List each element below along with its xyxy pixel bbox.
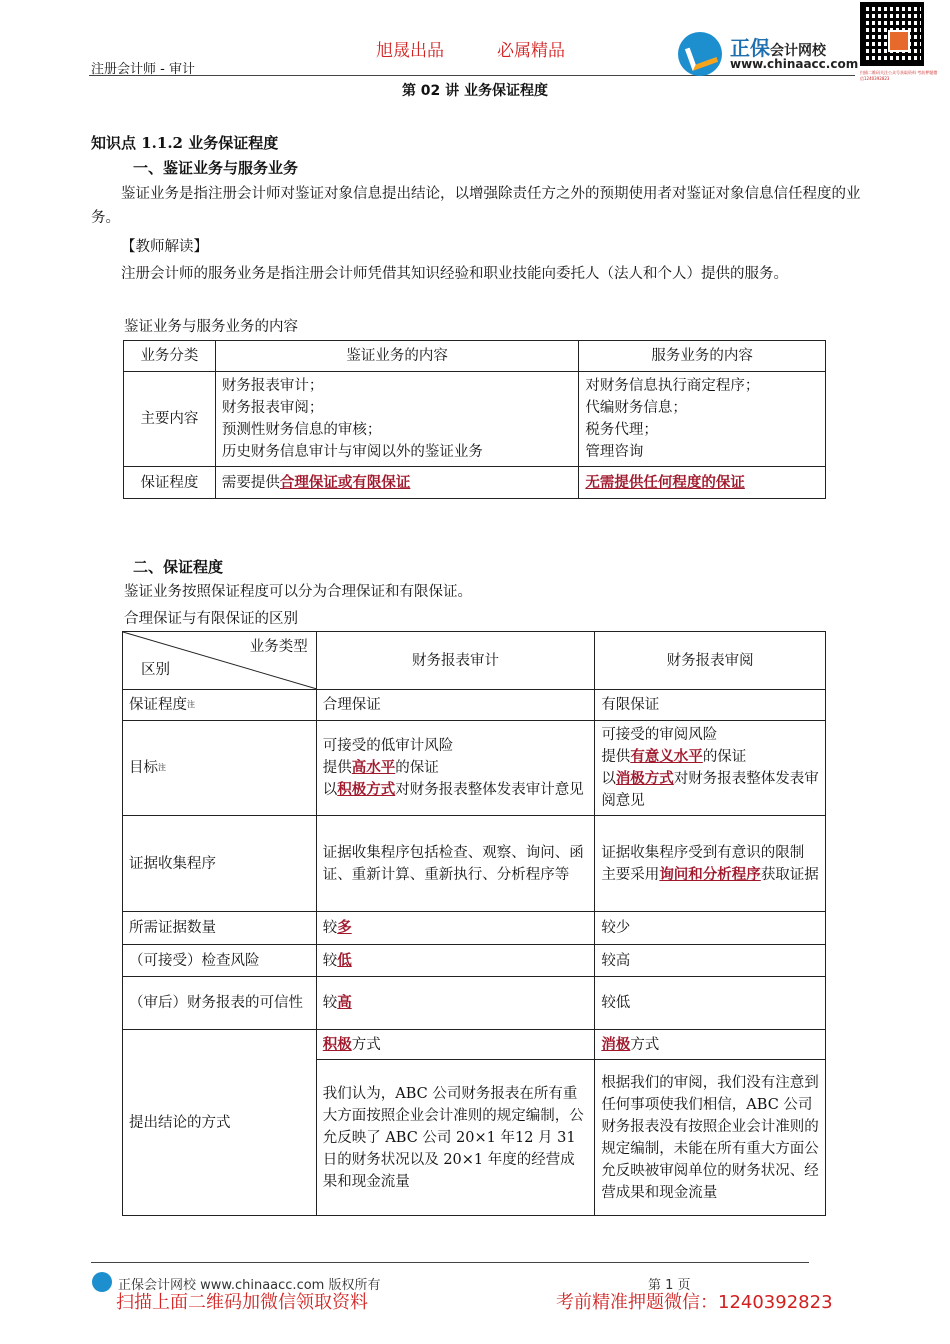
row-risk-audit: 较低 bbox=[316, 945, 595, 977]
promo-right: 考前精准押题微信：1240392823 bbox=[556, 1292, 833, 1313]
table1-caption: 鉴证业务与服务业务的内容 bbox=[124, 319, 298, 335]
row-quantity-label: 所需证据数量 bbox=[123, 912, 317, 945]
table2-header-review: 财务报表审阅 bbox=[595, 632, 826, 690]
footer-copyright: 正保会计网校 www.chinaacc.com 版权所有 bbox=[118, 1278, 381, 1293]
course-title: 注册会计师 - 审计 bbox=[91, 62, 195, 77]
table1-row-main-label: 主要内容 bbox=[124, 372, 216, 467]
brand-url: www.chinaacc.com bbox=[730, 57, 859, 71]
table2-caption: 合理保证与有限保证的区别 bbox=[124, 611, 298, 627]
row-goal-review: 可接受的审阅风险 提供有意义水平的保证 以消极方式对财务报表整体发表审阅意见 bbox=[595, 721, 826, 816]
assurance-comparison-table bbox=[122, 631, 826, 1216]
table1-level-service: 无需提供任何程度的保证 bbox=[579, 467, 826, 499]
table1-row-level-label: 保证程度 bbox=[124, 467, 216, 499]
row-level-review: 有限保证 bbox=[595, 690, 826, 721]
section1-para2: 注册会计师的服务业务是指注册会计师凭借其知识经验和职业技能向委托人（法人和个人）提供的服务。 bbox=[121, 266, 788, 282]
table1-header-service: 服务业务的内容 bbox=[579, 341, 826, 372]
row-conclusion-label: 提出结论的方式 bbox=[123, 1030, 317, 1216]
section1-heading: 一、鉴证业务与服务业务 bbox=[133, 159, 299, 177]
service-comparison-table bbox=[123, 340, 826, 499]
row-risk-review: 较高 bbox=[595, 945, 826, 977]
promo-left: 扫描上面二维码加微信领取资料 bbox=[116, 1292, 368, 1313]
section2-para1: 鉴证业务按照保证程度可以分为合理保证和有限保证。 bbox=[124, 584, 472, 600]
table1-level-assurance: 需要提供合理保证或有限保证 bbox=[215, 467, 578, 499]
row-conclusion-review-mode: 消极方式 bbox=[595, 1030, 826, 1060]
table1-main-assurance: 财务报表审计； 财务报表审阅； 预测性财务信息的审核； 历史财务信息审计与审阅以外的鉴证业务 bbox=[215, 372, 578, 467]
row-evidence-label: 证据收集程序 bbox=[123, 816, 317, 912]
slogan-left: 旭晟出品 bbox=[376, 41, 444, 61]
section2-heading: 二、保证程度 bbox=[133, 558, 224, 576]
table1-header-category: 业务分类 bbox=[124, 341, 216, 372]
row-quantity-review: 较少 bbox=[595, 912, 826, 945]
row-reliability-label: （审后）财务报表的可信性 bbox=[123, 977, 317, 1030]
row-goal-label: 目标$^注$ bbox=[123, 721, 317, 816]
row-evidence-audit: 证据收集程序包括检查、观察、询问、函证、重新计算、重新执行、分析程序等 bbox=[316, 816, 595, 912]
corner-label-diff: 区别 bbox=[141, 662, 170, 678]
knowledge-point-title: 知识点 1.1.2 业务保证程度 bbox=[91, 134, 279, 152]
row-level-label: 保证程度$^注$ bbox=[123, 690, 317, 721]
table1-header-assurance: 鉴证业务的内容 bbox=[215, 341, 578, 372]
section1-para1: 鉴证业务是指注册会计师对鉴证对象信息提出结论，以增强除责任方之外的预期使用者对鉴证对象信息信任程度的业务。 bbox=[91, 186, 861, 226]
footer-logo-icon bbox=[92, 1272, 112, 1292]
qr-note: 扫描二维码关注公众号获取资料 考前押题微信1240392823 bbox=[860, 70, 938, 81]
lecture-title: 第 02 讲 业务保证程度 bbox=[401, 83, 549, 99]
row-quantity-audit: 较多 bbox=[316, 912, 595, 945]
teacher-note-label: 【教师解读】 bbox=[121, 239, 208, 255]
row-conclusion-audit-mode: 积极方式 bbox=[316, 1030, 595, 1060]
brand-logo[interactable] bbox=[678, 30, 858, 78]
brand-logo-icon bbox=[678, 32, 722, 76]
footer-divider bbox=[91, 1262, 809, 1263]
row-level-audit: 合理保证 bbox=[316, 690, 595, 721]
corner-label-type: 业务类型 bbox=[249, 639, 308, 655]
row-conclusion-audit-text: 我们认为，ABC 公司财务报表在所有重大方面按照企业会计准则的规定编制，公允反映了 ABC 公司 20×1 年12 月 31 日的财务状况以及 20×1 年度的经营成果和现金流量 bbox=[316, 1060, 595, 1216]
row-evidence-review: 证据收集程序受到有意识的限制 主要采用询问和分析程序获取证据 bbox=[595, 816, 826, 912]
qr-badge-icon bbox=[888, 30, 910, 52]
brand-name: 正保会计网校 bbox=[730, 36, 826, 60]
slogan-right: 必属精品 bbox=[497, 41, 565, 61]
row-reliability-audit: 较高 bbox=[316, 977, 595, 1030]
table2-header-audit: 财务报表审计 bbox=[316, 632, 595, 690]
row-risk-label: （可接受）检查风险 bbox=[123, 945, 317, 977]
row-reliability-review: 较低 bbox=[595, 977, 826, 1030]
table2-corner-cell bbox=[123, 632, 317, 690]
page-number: 第 1 页 bbox=[648, 1278, 691, 1293]
table1-main-service: 对财务信息执行商定程序； 代编财务信息； 税务代理； 管理咨询 bbox=[579, 372, 826, 467]
row-goal-audit: 可接受的低审计风险 提供高水平的保证 以积极方式对财务报表整体发表审计意见 bbox=[316, 721, 595, 816]
row-conclusion-review-text: 根据我们的审阅，我们没有注意到任何事项使我们相信，ABC 公司财务报表没有按照企业会计准则的规定编制，未能在所有重大方面公允反映被审阅单位的财务状况、经营成果和现金流量 bbox=[595, 1060, 826, 1216]
